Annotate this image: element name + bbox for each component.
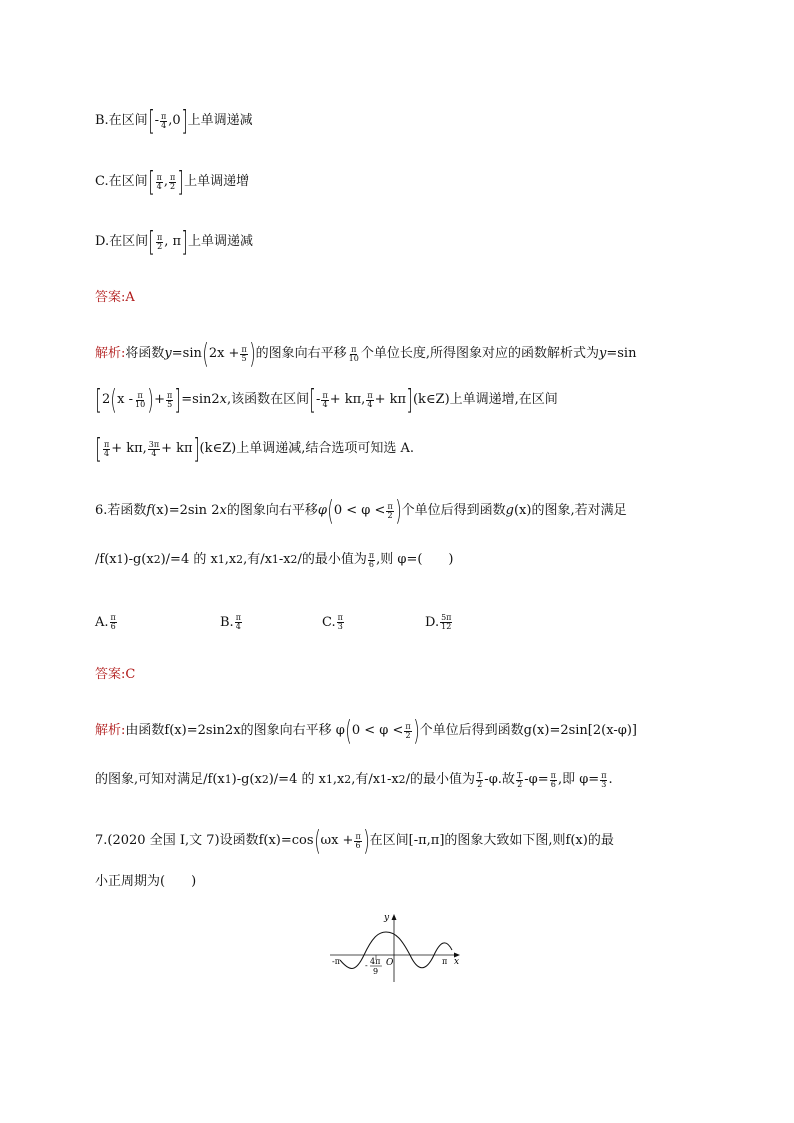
q6-option-c[interactable]: C. $\frac{\pi}{3}$ bbox=[322, 612, 343, 631]
solution-label: 解析: bbox=[95, 723, 126, 738]
q6-option-a[interactable]: A. $\frac{\pi}{6}$ bbox=[95, 612, 116, 631]
fraction: $\frac{\pi}{4}$ bbox=[156, 172, 162, 191]
fraction: $\frac{\pi}{6}$ bbox=[110, 612, 116, 631]
fraction: $\frac{T}{2}$ bbox=[516, 770, 523, 789]
fraction: $\frac{\pi}{2}$ bbox=[405, 721, 411, 740]
q6-option-d[interactable]: D. $\frac{5\pi}{12}$ bbox=[425, 612, 452, 631]
q5-option-c: C.在区间 [ $\frac{\pi}{4}$ , $\frac{\pi}{2}$ ] 上单调递增 bbox=[95, 165, 250, 198]
fraction: $\frac{T}{2}$ bbox=[476, 770, 483, 789]
q5-option-d: D.在区间 [ $\frac{\pi}{2}$ , π ] 上单调递减 bbox=[95, 225, 254, 258]
fraction: $\frac{\pi}{5}$ bbox=[167, 390, 173, 409]
fraction: $\frac{\pi}{2}$ bbox=[169, 172, 176, 191]
fraction: $\frac{\pi}{4}$ bbox=[322, 390, 328, 409]
fraction: $\frac{\pi}{2}$ bbox=[157, 232, 163, 251]
q7-question-line-1: 7.(2020 全国 Ⅰ,文 7)设函数 f(x)=cos ( ωx + $\frac{\pi}{6}$ ) 在区间[-π,π]的图象大致如下图,则 f(x)的最 bbox=[95, 824, 614, 857]
y-axis-arrow bbox=[392, 914, 397, 920]
fraction: $\frac{\pi}{6}$ bbox=[550, 770, 556, 789]
q5-answer: 答案:A bbox=[95, 290, 135, 305]
q6-solution-line-2: 的图象,可知对满足/f(x 1 )-g(x 2 )/=4 的 x 1 ,x 2 ,有/x 1 -x 2 /的最小值为 $\frac{T}{2}$ -φ.故 $\frac{T}{2}$ -φ= $\frac{\pi}{6}$ ,即 φ= $\frac{\pi}{3}$ . bbox=[95, 770, 613, 789]
y-axis-label: y bbox=[384, 913, 390, 923]
q6-solution-line-1: 解析: 由函数 f(x)=2sin2x 的图象向右平移 φ ( 0 < φ < $\frac{\pi}{2}$ ) 个单位后得到函数 g(x)=2sin[2(x-φ)] bbox=[95, 714, 637, 747]
fraction: $\frac{\pi}{4}$ bbox=[161, 111, 167, 130]
fraction: $\frac{5\pi}{12}$ bbox=[441, 612, 452, 631]
fraction: $\frac{3\pi}{4}$ bbox=[148, 439, 160, 458]
q5-solution-line-3: [ $\frac{\pi}{4}$ + kπ, $\frac{3\pi}{4}$ + kπ ] (k∈Z) 上单调递减,结合选项可知选 A. bbox=[95, 432, 415, 465]
mark-numerator: 4π bbox=[370, 957, 381, 966]
fraction: $\frac{\pi}{6}$ bbox=[368, 550, 375, 569]
neg-pi-label: -π bbox=[332, 957, 340, 966]
cosine-curve bbox=[340, 932, 452, 968]
q6-option-b[interactable]: B. $\frac{\pi}{4}$ bbox=[220, 612, 241, 631]
pi-label: π bbox=[442, 957, 448, 966]
fraction: $\frac{\pi}{4}$ bbox=[235, 612, 241, 631]
fraction: $\frac{\pi}{10}$ bbox=[135, 390, 146, 409]
mark-denominator: 9 bbox=[373, 967, 379, 976]
q5-option-b: B.在区间 [ - $\frac{\pi}{4}$ ,0 ] 上单调递减 bbox=[95, 104, 253, 137]
origin-label: O bbox=[386, 958, 394, 968]
q5-solution-line-1: 解析: 将函数 y =sin ( 2x + $\frac{\pi}{5}$ ) 的图象向右平移 $\frac{\pi}{10}$ 个单位长度,所得图象对应的函数解析式为 y =sin bbox=[95, 337, 637, 370]
cosine-graph bbox=[328, 910, 468, 990]
fraction: $\frac{\pi}{10}$ bbox=[348, 344, 359, 363]
fraction: $\frac{\pi}{6}$ bbox=[355, 831, 361, 850]
fraction: $\frac{\pi}{4}$ bbox=[103, 439, 110, 458]
fraction: $\frac{\pi}{5}$ bbox=[241, 344, 247, 363]
fraction: $\frac{\pi}{2}$ bbox=[387, 501, 393, 520]
mark-minus: - bbox=[365, 961, 368, 970]
fraction: $\frac{\pi}{3}$ bbox=[337, 612, 343, 631]
fraction: $\frac{\pi}{3}$ bbox=[601, 770, 607, 789]
fraction: $\frac{\pi}{4}$ bbox=[367, 390, 373, 409]
x-axis-label: x bbox=[454, 957, 460, 967]
solution-label: 解析: bbox=[95, 346, 126, 361]
q6-question-line-2: /f(x 1 )-g(x 2 )/=4 的 x 1 ,x 2 ,有/x 1 -x 2 /的最小值为 $\frac{\pi}{6}$ ,则 φ=( ) bbox=[95, 550, 454, 569]
q7-question-line-2: 小正周期为( ) bbox=[95, 874, 197, 889]
q6-question-line-1: 6.若函数 f (x)=2sin 2 x 的图象向右平移 φ ( 0 < φ < $\frac{\pi}{2}$ ) 个单位后得到函数 g (x)的图象,若对满足 bbox=[95, 494, 627, 527]
q5-solution-line-2: [ 2 ( x - $\frac{\pi}{10}$ ) + $\frac{\pi}{5}$ ] =sin2 x ,该函数在区间 [ - $\frac{\pi}{4}$ + kπ, $\frac{\pi}{4}$ + kπ ] (k∈Z) 上单调递增,在区间 bbox=[95, 383, 558, 416]
q6-answer: 答案:C bbox=[95, 667, 136, 682]
